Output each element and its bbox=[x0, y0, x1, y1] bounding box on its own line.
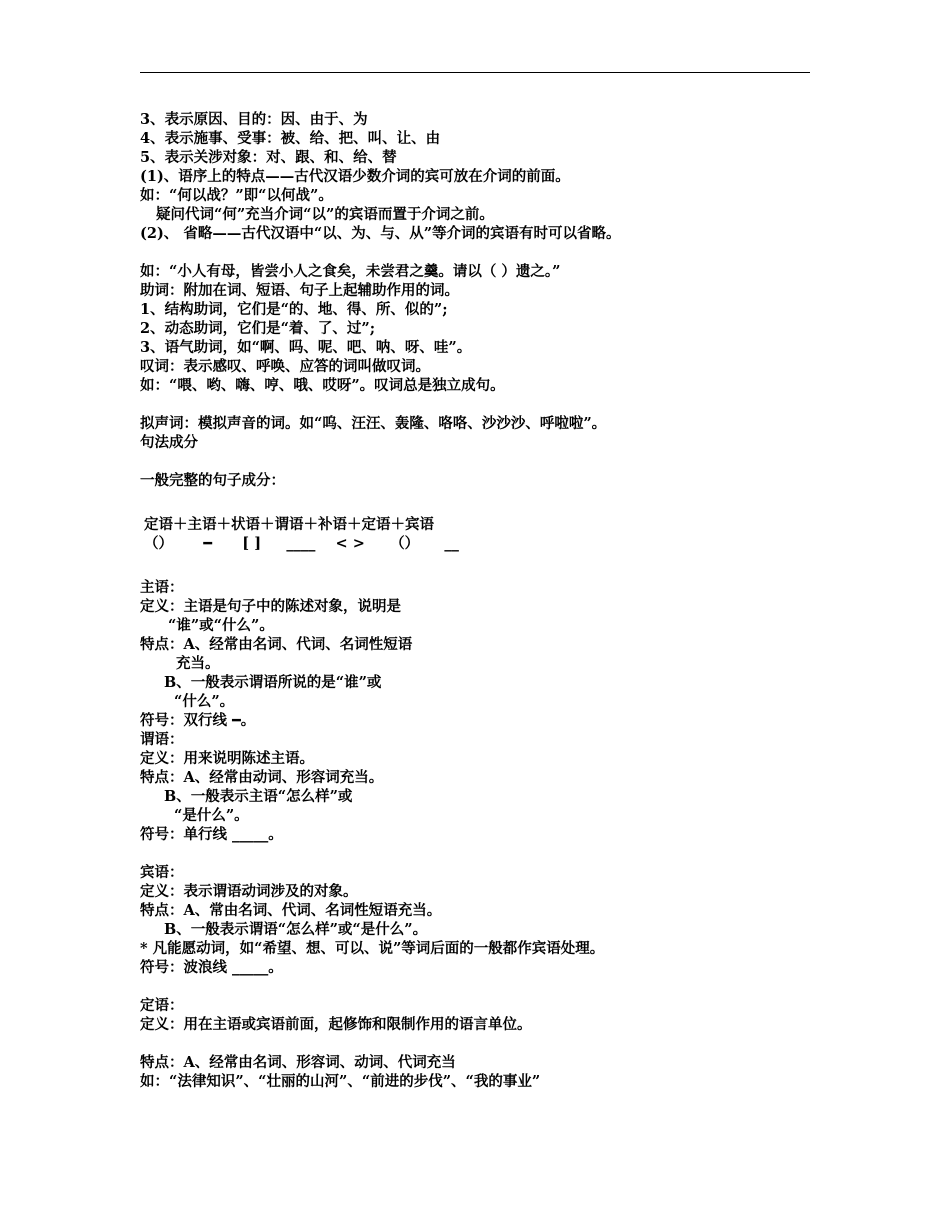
text-line: B、一般表示主语“怎么样”或 bbox=[164, 788, 353, 805]
blank-line bbox=[140, 553, 810, 572]
text-line: 助词：附加在词、短语、句子上起辅助作用的词。 bbox=[140, 282, 459, 299]
text-line: 充当。 bbox=[176, 655, 220, 672]
text-line: 2、动态助词，它们是“着、了、过”; bbox=[140, 320, 376, 337]
text-line: 5、表示关涉对象：对、跟、和、给、替 bbox=[140, 149, 397, 166]
text-line: * 凡能愿动词，如“希望、想、可以、说”等词后面的一般都作宾语处理。 bbox=[140, 940, 605, 957]
text-line: 3、表示原因、目的：因、由于、为 bbox=[140, 111, 368, 128]
text-line: 疑问代词“何”充当介词“以”的宾语而置于介词之前。 bbox=[156, 206, 494, 223]
text-line: 拟声词：模拟声音的词。如“呜、汪汪、轰隆、咯咯、沙沙沙、呼啦啦”。 bbox=[140, 415, 607, 432]
text-line: 1、结构助词，它们是“的、地、得、所、似的”; bbox=[140, 301, 448, 318]
blank-line bbox=[140, 844, 810, 863]
text-line: B、一般表示谓语“怎么样”或“是什么”。 bbox=[164, 921, 428, 938]
text-line: 定义：表示谓语动词涉及的对象。 bbox=[140, 883, 358, 900]
text-line: 符号：双行线 ━。 bbox=[140, 712, 256, 729]
text-line: 特点：A、常由名词、代词、名词性短语充当。 bbox=[140, 902, 442, 919]
text-line: 符号：波浪线 _____。 bbox=[140, 959, 283, 976]
text-line: 3、语气助词，如“啊、吗、呢、吧、呐、呀、哇”。 bbox=[140, 339, 472, 356]
blank-line bbox=[140, 490, 810, 509]
text-line: 4、表示施事、受事：被、给、把、叫、让、由 bbox=[140, 130, 441, 147]
blank-line bbox=[140, 243, 810, 262]
text-line: 如：“喂、哟、嗨、哼、哦、哎呀”。叹词总是独立成句。 bbox=[140, 377, 505, 394]
document-body bbox=[140, 110, 810, 1091]
text-line: B、一般表示谓语所说的是“谁”或 bbox=[164, 674, 382, 691]
blank-line bbox=[140, 977, 810, 996]
section-heading: 句法成分 bbox=[140, 434, 198, 451]
text-line: 定义：用在主语或宾语前面，起修饰和限制作用的语言单位。 bbox=[140, 1016, 532, 1033]
text-line: “什么”。 bbox=[174, 693, 235, 710]
text-line: “是什么”。 bbox=[174, 807, 249, 824]
text-line: 一般完整的句子成分： bbox=[140, 472, 285, 489]
text-line: “谁”或“什么”。 bbox=[168, 617, 274, 634]
header-rule bbox=[140, 72, 810, 73]
blank-line bbox=[140, 1034, 810, 1053]
text-line: (2)、 省略——古代汉语中“以、为、与、从”等介词的宾语有时可以省略。 bbox=[140, 225, 621, 242]
term-heading: 主语： bbox=[140, 579, 184, 596]
text-line: 叹词：表示感叹、呼唤、应答的词叫做叹词。 bbox=[140, 358, 430, 375]
text-line: (1)、语序上的特点——古代汉语少数介词的宾可放在介词的前面。 bbox=[140, 168, 570, 185]
blank-line bbox=[140, 452, 810, 471]
text-line: 如：“何以战？”即“以何战”。 bbox=[140, 187, 333, 204]
term-heading: 宾语： bbox=[140, 864, 184, 881]
text-line: 特点：A、经常由名词、形容词、动词、代词充当 bbox=[140, 1054, 456, 1071]
blank-line bbox=[140, 395, 810, 414]
sentence-formula: 定语＋主语＋状语＋谓语＋补语＋定语＋宾语 bbox=[144, 516, 434, 533]
text-line: 特点：A、经常由名词、代词、名词性短语 bbox=[140, 636, 413, 653]
term-heading: 定语： bbox=[140, 997, 184, 1014]
term-heading: 谓语： bbox=[140, 731, 184, 748]
text-line: 特点：A、经常由动词、形容词充当。 bbox=[140, 769, 384, 786]
formula-symbols: （） ━ [ ] ____ < > （） __ bbox=[144, 535, 459, 552]
text-line: 如：“小人有母，皆尝小人之食矣，未尝君之羹。请以（ ）遗之。” bbox=[140, 263, 561, 280]
text-line: 定义：用来说明陈述主语。 bbox=[140, 750, 314, 767]
text-line: 如：“法律知识”、“壮丽的山河”、“前进的步伐”、“我的事业” bbox=[140, 1073, 541, 1090]
text-line: 符号：单行线 _____。 bbox=[140, 826, 283, 843]
text-line: 定义：主语是句子中的陈述对象，说明是 bbox=[140, 598, 401, 615]
